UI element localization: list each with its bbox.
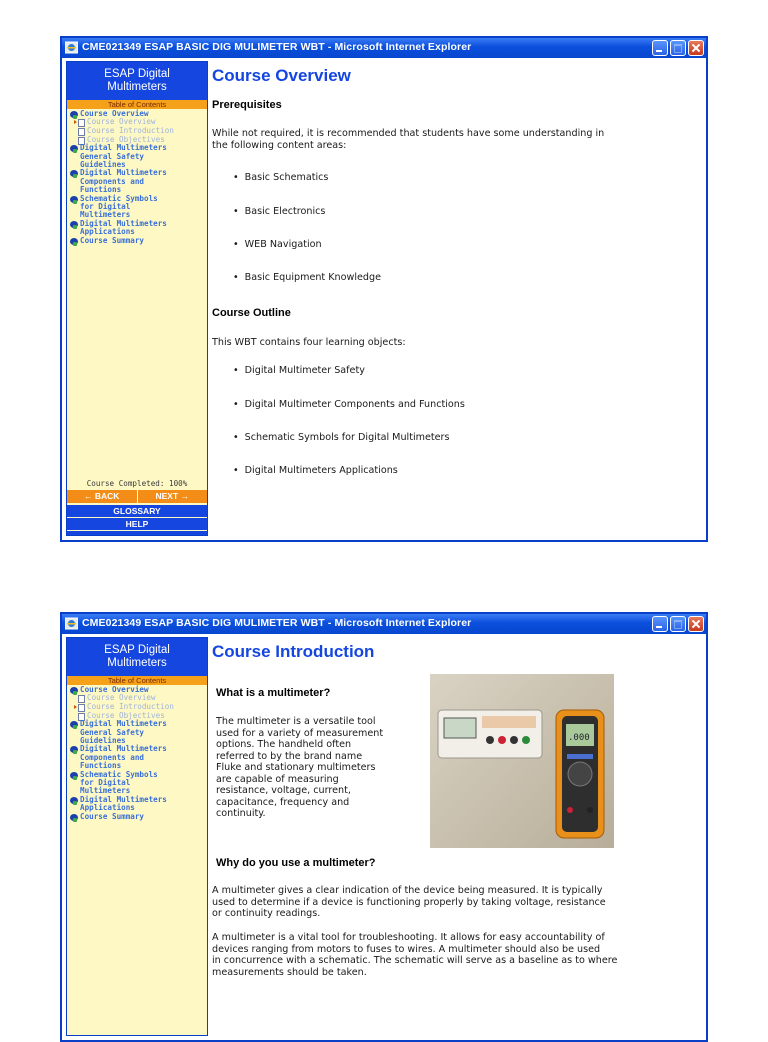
- toc-applications[interactable]: Digital Multimeters Applications: [69, 796, 207, 813]
- ie-icon: [65, 41, 78, 54]
- content-area: [212, 638, 700, 1034]
- svg-text:.000: .000: [568, 733, 590, 743]
- list-item: • Schematic Symbols for Digital Multimeters: [233, 432, 450, 443]
- course-completed: Course Completed: 100%: [86, 479, 188, 488]
- table-of-contents: [67, 109, 207, 245]
- maximize-button[interactable]: [670, 616, 686, 632]
- brand-line-2: Multimeters: [107, 657, 167, 669]
- toc-sub-course-overview[interactable]: Course Overview: [69, 694, 207, 703]
- toc-header: Table of Contents: [67, 100, 207, 109]
- toc-schematic-symbols[interactable]: Schematic Symbols for Digital Multimeters: [69, 771, 207, 796]
- globe-icon: [70, 111, 78, 118]
- text-line: continuity.: [216, 808, 266, 819]
- text-line: used for a variety of measurement: [216, 727, 384, 739]
- text-line: Fluke and stationary multimeters: [216, 762, 376, 773]
- window-title: CME021349 ESAP BASIC DIG MULIMETER WBT - Microsoft Internet Explorer: [82, 41, 472, 53]
- course-outline-heading: Course Outline: [212, 307, 291, 319]
- toc-sub-course-introduction[interactable]: Course Introduction: [69, 703, 207, 712]
- toc-course-summary[interactable]: Course Summary: [69, 813, 207, 821]
- text-line: A multimeter is a vital tool for troubleshooting. It allows for easy accountability of: [212, 932, 605, 943]
- sidebar: [66, 637, 208, 1036]
- sidebar-brand: [67, 638, 207, 676]
- minimize-button[interactable]: [652, 616, 668, 632]
- globe-icon: [70, 772, 78, 779]
- title-bar[interactable]: [62, 38, 706, 58]
- current-arrow-icon: [74, 705, 77, 709]
- text-line: referred to by the brand name: [216, 750, 363, 762]
- sidebar-brand: [67, 62, 207, 100]
- toc-header: Table of Contents: [67, 676, 207, 685]
- globe-icon: [70, 814, 78, 821]
- toc-sub-course-objectives[interactable]: Course Objectives: [69, 712, 207, 721]
- globe-icon: [70, 196, 78, 203]
- globe-icon: [70, 721, 78, 728]
- list-item: • Digital Multimeter Safety: [233, 365, 365, 376]
- prereq-text-line-1: While not required, it is recommended that students have some understanding in: [212, 128, 605, 139]
- text-line: in concurrence with a schematic. The schematic will serve as a baseline as to where: [212, 955, 618, 966]
- glossary-button[interactable]: GLOSSARY: [67, 505, 207, 517]
- toc-sub-course-objectives[interactable]: Course Objectives: [69, 136, 207, 145]
- globe-icon: [70, 221, 78, 228]
- toc-components-functions[interactable]: Digital Multimeters Components and Functions: [69, 745, 207, 770]
- brand-line-1: ESAP Digital: [104, 644, 170, 656]
- toc-course-overview[interactable]: Course Overview: [69, 686, 207, 694]
- toc-safety-guidelines[interactable]: Digital Multimeters General Safety Guidelines: [69, 720, 207, 745]
- text-line: A multimeter gives a clear indication of the device being measured. It is typically: [212, 885, 603, 896]
- toc-schematic-symbols[interactable]: Schematic Symbols for Digital Multimeters: [69, 195, 207, 220]
- sidebar: [66, 61, 208, 536]
- window-title: CME021349 ESAP BASIC DIG MULIMETER WBT - Microsoft Internet Explorer: [82, 617, 472, 629]
- text-line: capacitance, frequency and: [216, 796, 350, 808]
- globe-icon: [70, 797, 78, 804]
- title-bar[interactable]: [62, 614, 706, 634]
- text-line: are capable of measuring: [216, 773, 339, 785]
- close-button[interactable]: [688, 40, 704, 56]
- back-button[interactable]: ← BACK: [84, 491, 120, 501]
- multimeter-photo: [430, 674, 614, 848]
- prerequisites-heading: Prerequisites: [212, 99, 282, 111]
- text-line: or continuity readings.: [212, 908, 321, 919]
- toc-course-overview[interactable]: Course Overview: [69, 110, 207, 118]
- why-paragraph-2: [212, 932, 617, 978]
- list-item: • Basic Schematics: [233, 172, 328, 183]
- outline-text: This WBT contains four learning objects:: [212, 337, 406, 348]
- browser-window-introduction: [60, 612, 708, 1042]
- close-button[interactable]: [688, 616, 704, 632]
- nav-bar: [67, 490, 207, 503]
- text-line: devices ranging from motors to fuses to wires. A multimeter should also be used: [212, 943, 601, 955]
- what-paragraph: [216, 716, 383, 820]
- help-button[interactable]: HELP: [67, 518, 207, 530]
- prereq-text-line-2: the following content areas:: [212, 140, 347, 151]
- text-line: measurements should be taken.: [212, 966, 367, 978]
- brand-line-1: ESAP Digital: [104, 68, 170, 80]
- globe-icon: [70, 170, 78, 177]
- next-button[interactable]: NEXT →: [137, 490, 208, 503]
- globe-icon: [70, 687, 78, 694]
- globe-icon: [70, 746, 78, 753]
- globe-icon: [70, 238, 78, 245]
- why-heading: Why do you use a multimeter?: [216, 857, 376, 869]
- text-line: options. The handheld often: [216, 739, 352, 750]
- browser-window-overview: [60, 36, 708, 542]
- content-area: [212, 62, 700, 534]
- toc-components-functions[interactable]: Digital Multimeters Components and Functions: [69, 169, 207, 194]
- toc-course-summary[interactable]: Course Summary: [69, 237, 207, 245]
- current-arrow-icon: [74, 120, 77, 124]
- list-item: • WEB Navigation: [233, 239, 322, 250]
- page-title: Course Introduction: [212, 642, 375, 661]
- ie-icon: [65, 617, 78, 630]
- maximize-button[interactable]: [670, 40, 686, 56]
- globe-icon: [70, 145, 78, 152]
- list-item: • Basic Equipment Knowledge: [233, 272, 381, 283]
- sidebar-footer-bar: [67, 531, 207, 535]
- toc-sub-course-introduction[interactable]: Course Introduction: [69, 127, 207, 136]
- list-item: • Digital Multimeters Applications: [233, 465, 398, 476]
- list-item: • Basic Electronics: [233, 206, 325, 217]
- text-line: The multimeter is a versatile tool: [216, 716, 376, 727]
- multimeter-image: [430, 674, 614, 848]
- toc-sub-course-overview[interactable]: Course Overview: [69, 118, 207, 127]
- text-line: used to determine if a device is functioning properly by taking voltage, resistance: [212, 896, 606, 908]
- brand-line-2: Multimeters: [107, 81, 167, 93]
- minimize-button[interactable]: [652, 40, 668, 56]
- page-title: Course Overview: [212, 66, 351, 85]
- toc-safety-guidelines[interactable]: Digital Multimeters General Safety Guidelines: [69, 144, 207, 169]
- toc-applications[interactable]: Digital Multimeters Applications: [69, 220, 207, 237]
- what-heading: What is a multimeter?: [216, 687, 331, 699]
- text-line: resistance, voltage, current,: [216, 785, 351, 796]
- list-item: • Digital Multimeter Components and Functions: [233, 399, 465, 410]
- why-paragraph-1: [212, 885, 606, 920]
- table-of-contents: [67, 685, 207, 821]
